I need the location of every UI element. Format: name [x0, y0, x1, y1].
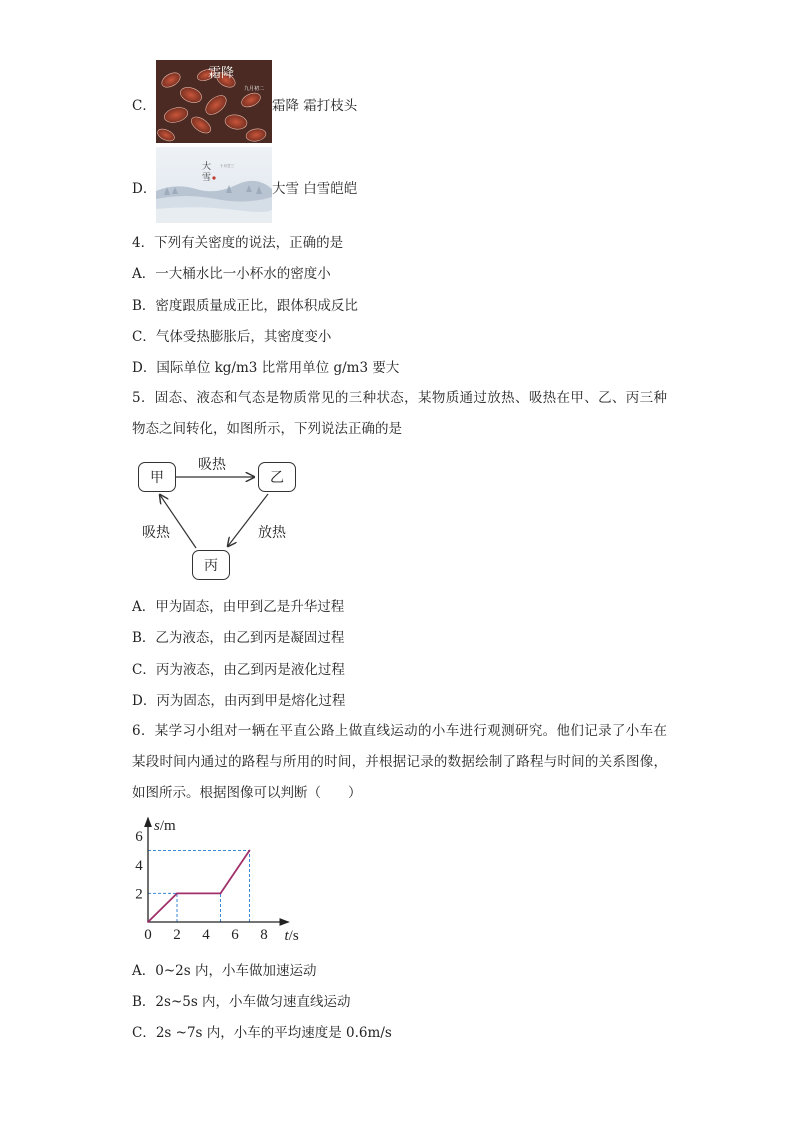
node-yi: 乙 [258, 462, 296, 492]
q4-option-d: D．国际单位 kg/m3 比常用单位 g/m3 要大 [132, 360, 400, 376]
data-point [147, 921, 149, 923]
y-tick-label: 6 [135, 829, 143, 846]
y-tick-label: 2 [135, 886, 143, 903]
x-tick-label: 8 [260, 927, 268, 943]
q4-option-b: B．密度跟质量成正比，跟体积成反比 [132, 298, 358, 314]
q4-option-c: C．气体受热膨胀后，其密度变小 [132, 329, 332, 345]
x-axis-label: t/s [284, 928, 299, 944]
q6-option-c: C．2s ~7s 内，小车的平均速度是 0.6m/s [132, 1025, 392, 1041]
q4-option-a: A．一大桶水比一小杯水的密度小 [132, 266, 331, 282]
q5-option-a: A．甲为固态，由甲到乙是升华过程 [132, 599, 345, 615]
frost-image-title: 霜降 [208, 66, 235, 81]
y-tick-label: 4 [135, 857, 143, 874]
x-tick-label: 6 [231, 927, 239, 943]
data-point [220, 893, 222, 895]
q6-option-a: A．0~2s 内，小车做加速运动 [132, 963, 317, 979]
q5-option-c: C．丙为液态，由乙到丙是液化过程 [132, 662, 345, 678]
q3-option-c-marker: C． [132, 98, 156, 114]
frost-leaves-image [156, 60, 272, 143]
x-tick-label: 2 [173, 927, 181, 943]
q3-option-d-marker: D． [132, 181, 157, 197]
node-jia: 甲 [138, 462, 176, 492]
q5-stem: 5．固态、液态和气态是物质常见的三种状态，某物质通过放热、吸热在甲、乙、丙三种物态之间转化，如图所示，下列说法正确的是 [132, 390, 667, 437]
frost-image-small-text: 九月初二 [244, 86, 265, 92]
data-point [176, 893, 178, 895]
red-seal-dot [212, 176, 215, 179]
label-a-to-b: 吸热 [198, 457, 226, 473]
q4-stem: 4．下列有关密度的说法，正确的是 [132, 235, 344, 251]
y-axis-label: s/m [154, 817, 176, 834]
x-tick-label: 0 [144, 927, 152, 943]
q6-stem: 6．某学习小组对一辆在平直公路上做直线运动的小车进行观测研究。他们记录了小车在某段时间内通过的路程与所用的时间，并根据记录的数据绘制了路程与时间的关系图像，如图所示。根据图像可以判断（ ） [132, 723, 667, 801]
q5-option-d: D．丙为固态，由丙到甲是熔化过程 [132, 693, 346, 709]
q3-option-c-caption: 霜降 霜打枝头 [272, 98, 358, 114]
snow-image-small-text: 十月廿三 [220, 164, 234, 168]
label-c-to-a: 吸热 [142, 525, 170, 541]
snow-image-title-2: 雪 [202, 173, 212, 183]
q5-option-b: B．乙为液态，由乙到丙是凝固过程 [132, 630, 345, 646]
data-point [249, 850, 251, 852]
x-tick-label: 4 [202, 927, 210, 943]
distance-time-chart [130, 815, 300, 950]
q3-option-d-caption: 大雪 白雪皑皑 [272, 181, 358, 197]
state-diagram [130, 450, 330, 590]
data-line [148, 851, 250, 923]
node-bing: 丙 [192, 550, 230, 580]
q6-option-b: B．2s~5s 内，小车做匀速直线运动 [132, 994, 351, 1010]
snow-image-title-1: 大 [202, 162, 212, 172]
snow-landscape-image [156, 147, 272, 223]
label-b-to-c: 放热 [258, 525, 286, 541]
